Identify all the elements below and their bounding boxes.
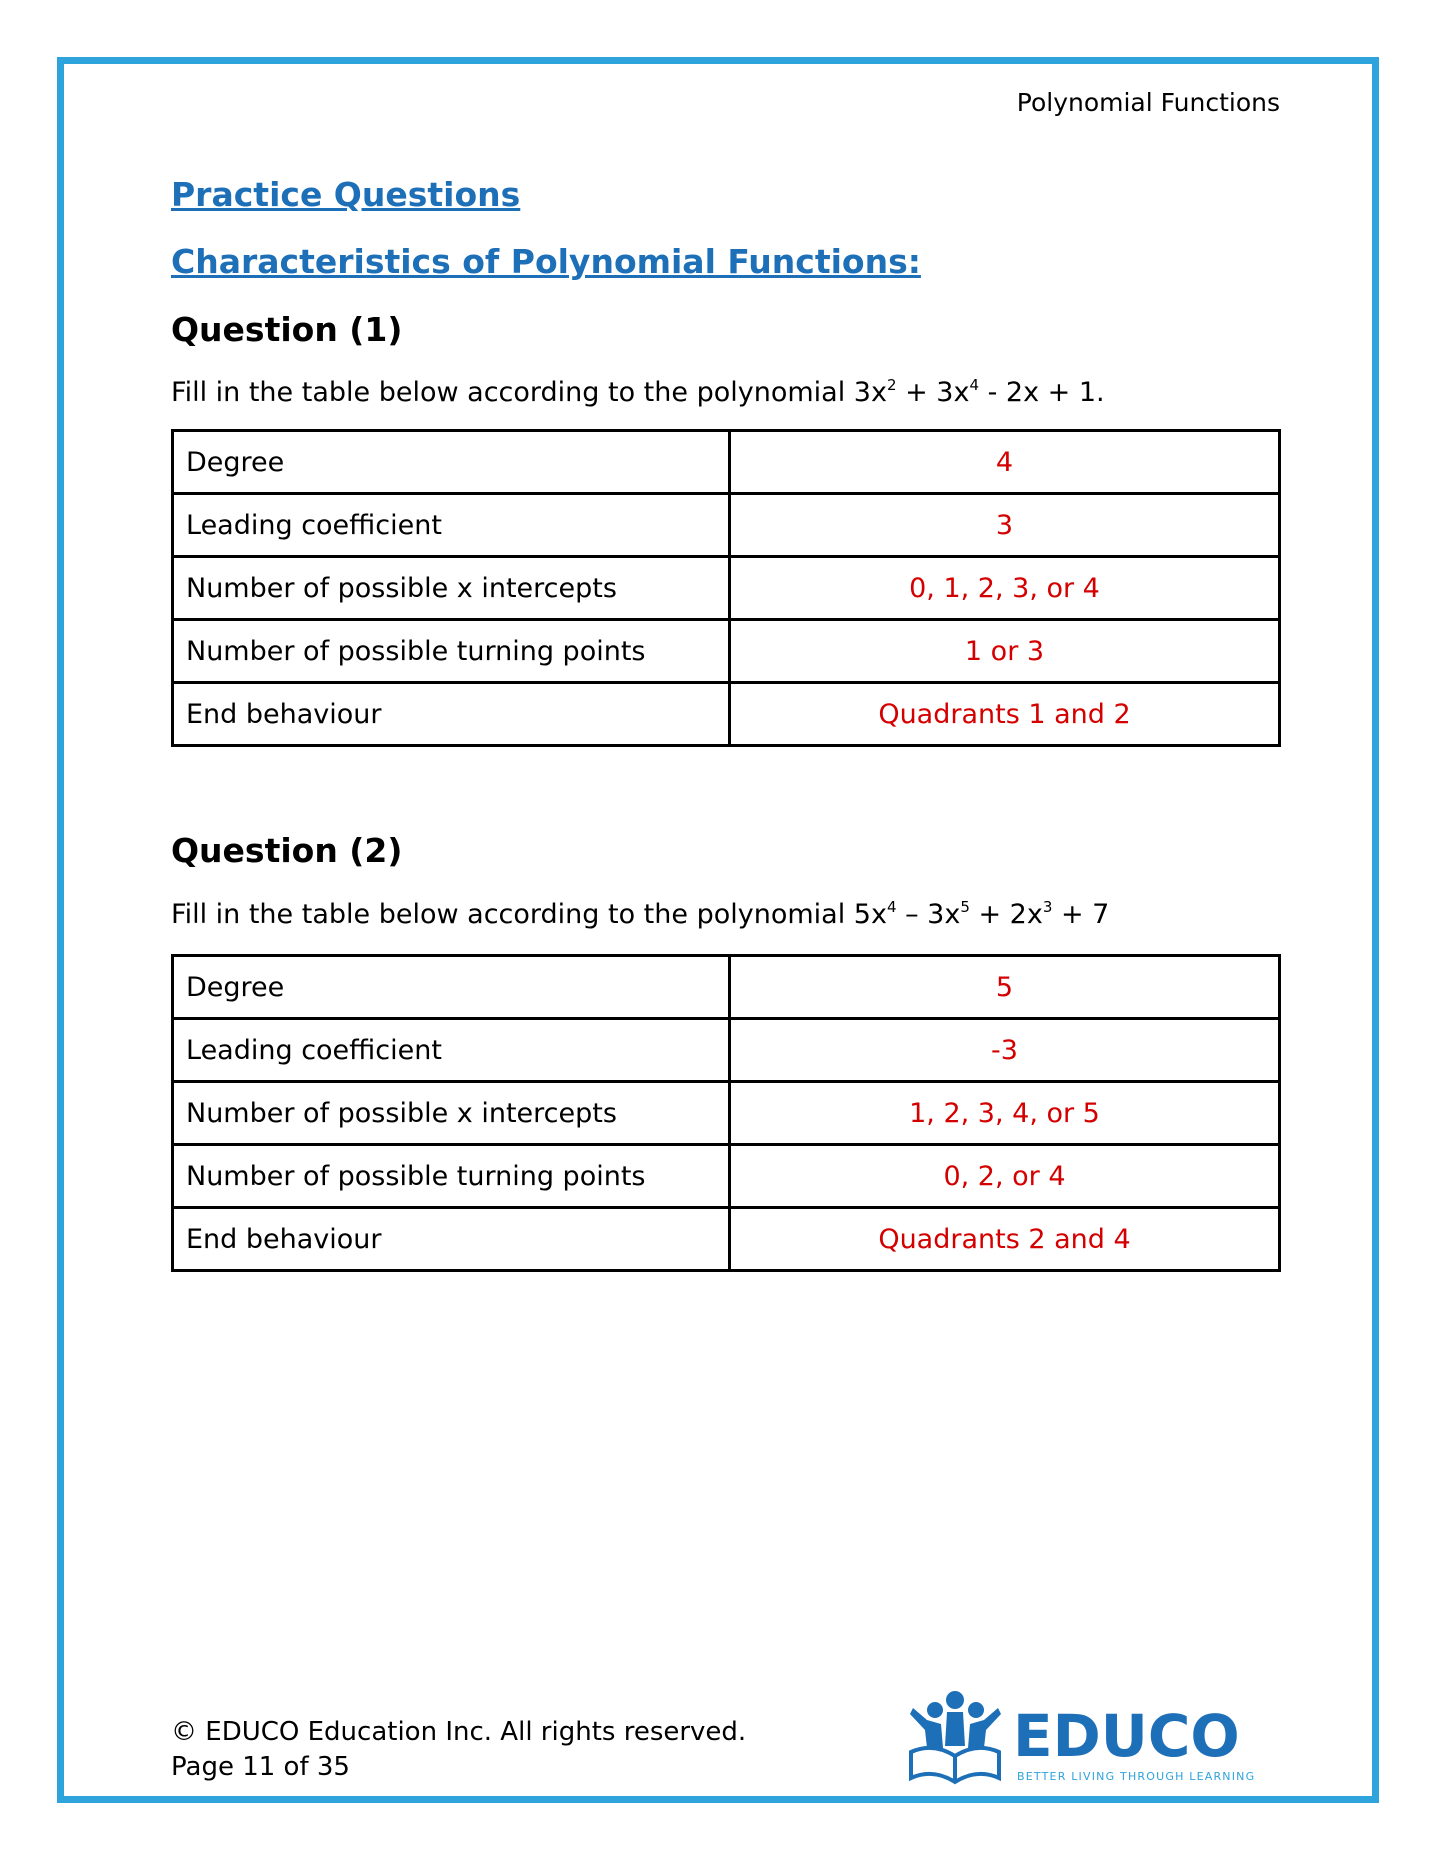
row-label: Leading coefficient (173, 1019, 730, 1082)
question-1-table (171, 429, 1281, 747)
row-answer: 0, 1, 2, 3, or 4 (730, 557, 1280, 620)
row-label: End behaviour (173, 1208, 730, 1271)
row-answer: 4 (730, 431, 1280, 494)
question-1-prompt: Fill in the table below according to the polynomial $3x^2 + 3x^4 - 2x + 1$. (171, 376, 1105, 408)
question-1-heading: Question (1) (171, 310, 403, 349)
section-title[interactable]: Practice Questions (171, 175, 521, 214)
table-row (173, 431, 1280, 494)
table-row (173, 557, 1280, 620)
open-book-icon (911, 1748, 999, 1782)
row-answer: Quadrants 1 and 2 (730, 683, 1280, 746)
table-row (173, 683, 1280, 746)
row-label: Leading coefficient (173, 494, 730, 557)
table-row (173, 956, 1280, 1019)
copyright-text: © EDUCO Education Inc. All rights reserved. (171, 1717, 747, 1747)
educo-logo (905, 1690, 1265, 1790)
row-answer: Quadrants 2 and 4 (730, 1208, 1280, 1271)
question-2-heading: Question (2) (171, 831, 403, 870)
row-label: End behaviour (173, 683, 730, 746)
table-row (173, 1019, 1280, 1082)
row-label: Number of possible x intercepts (173, 1082, 730, 1145)
table-row (173, 1082, 1280, 1145)
row-label: Number of possible turning points (173, 620, 730, 683)
row-answer: 0, 2, or 4 (730, 1145, 1280, 1208)
row-answer: 3 (730, 494, 1280, 557)
row-answer: 1 or 3 (730, 620, 1280, 683)
logo-tagline: BETTER LIVING THROUGH LEARNING (1017, 1770, 1256, 1783)
table-row (173, 494, 1280, 557)
row-answer: 1, 2, 3, 4, or 5 (730, 1082, 1280, 1145)
row-answer: 5 (730, 956, 1280, 1019)
running-header: Polynomial Functions (1016, 88, 1280, 117)
logo-wordmark: EDUCO (1013, 1702, 1240, 1770)
row-label: Number of possible turning points (173, 1145, 730, 1208)
row-answer: -3 (730, 1019, 1280, 1082)
question-2-prompt: Fill in the table below according to the polynomial $5x^4 - 3x^5 + 2x^3 + 7$ (171, 898, 1110, 930)
table-row (173, 620, 1280, 683)
table-row (173, 1208, 1280, 1271)
people-icon (910, 1691, 1001, 1748)
question-2-table (171, 954, 1281, 1272)
row-label: Number of possible x intercepts (173, 557, 730, 620)
row-label: Degree (173, 431, 730, 494)
row-label: Degree (173, 956, 730, 1019)
table-row (173, 1145, 1280, 1208)
section-subtitle[interactable]: Characteristics of Polynomial Functions: (171, 242, 921, 281)
page-number: Page 11 of 35 (171, 1752, 350, 1782)
